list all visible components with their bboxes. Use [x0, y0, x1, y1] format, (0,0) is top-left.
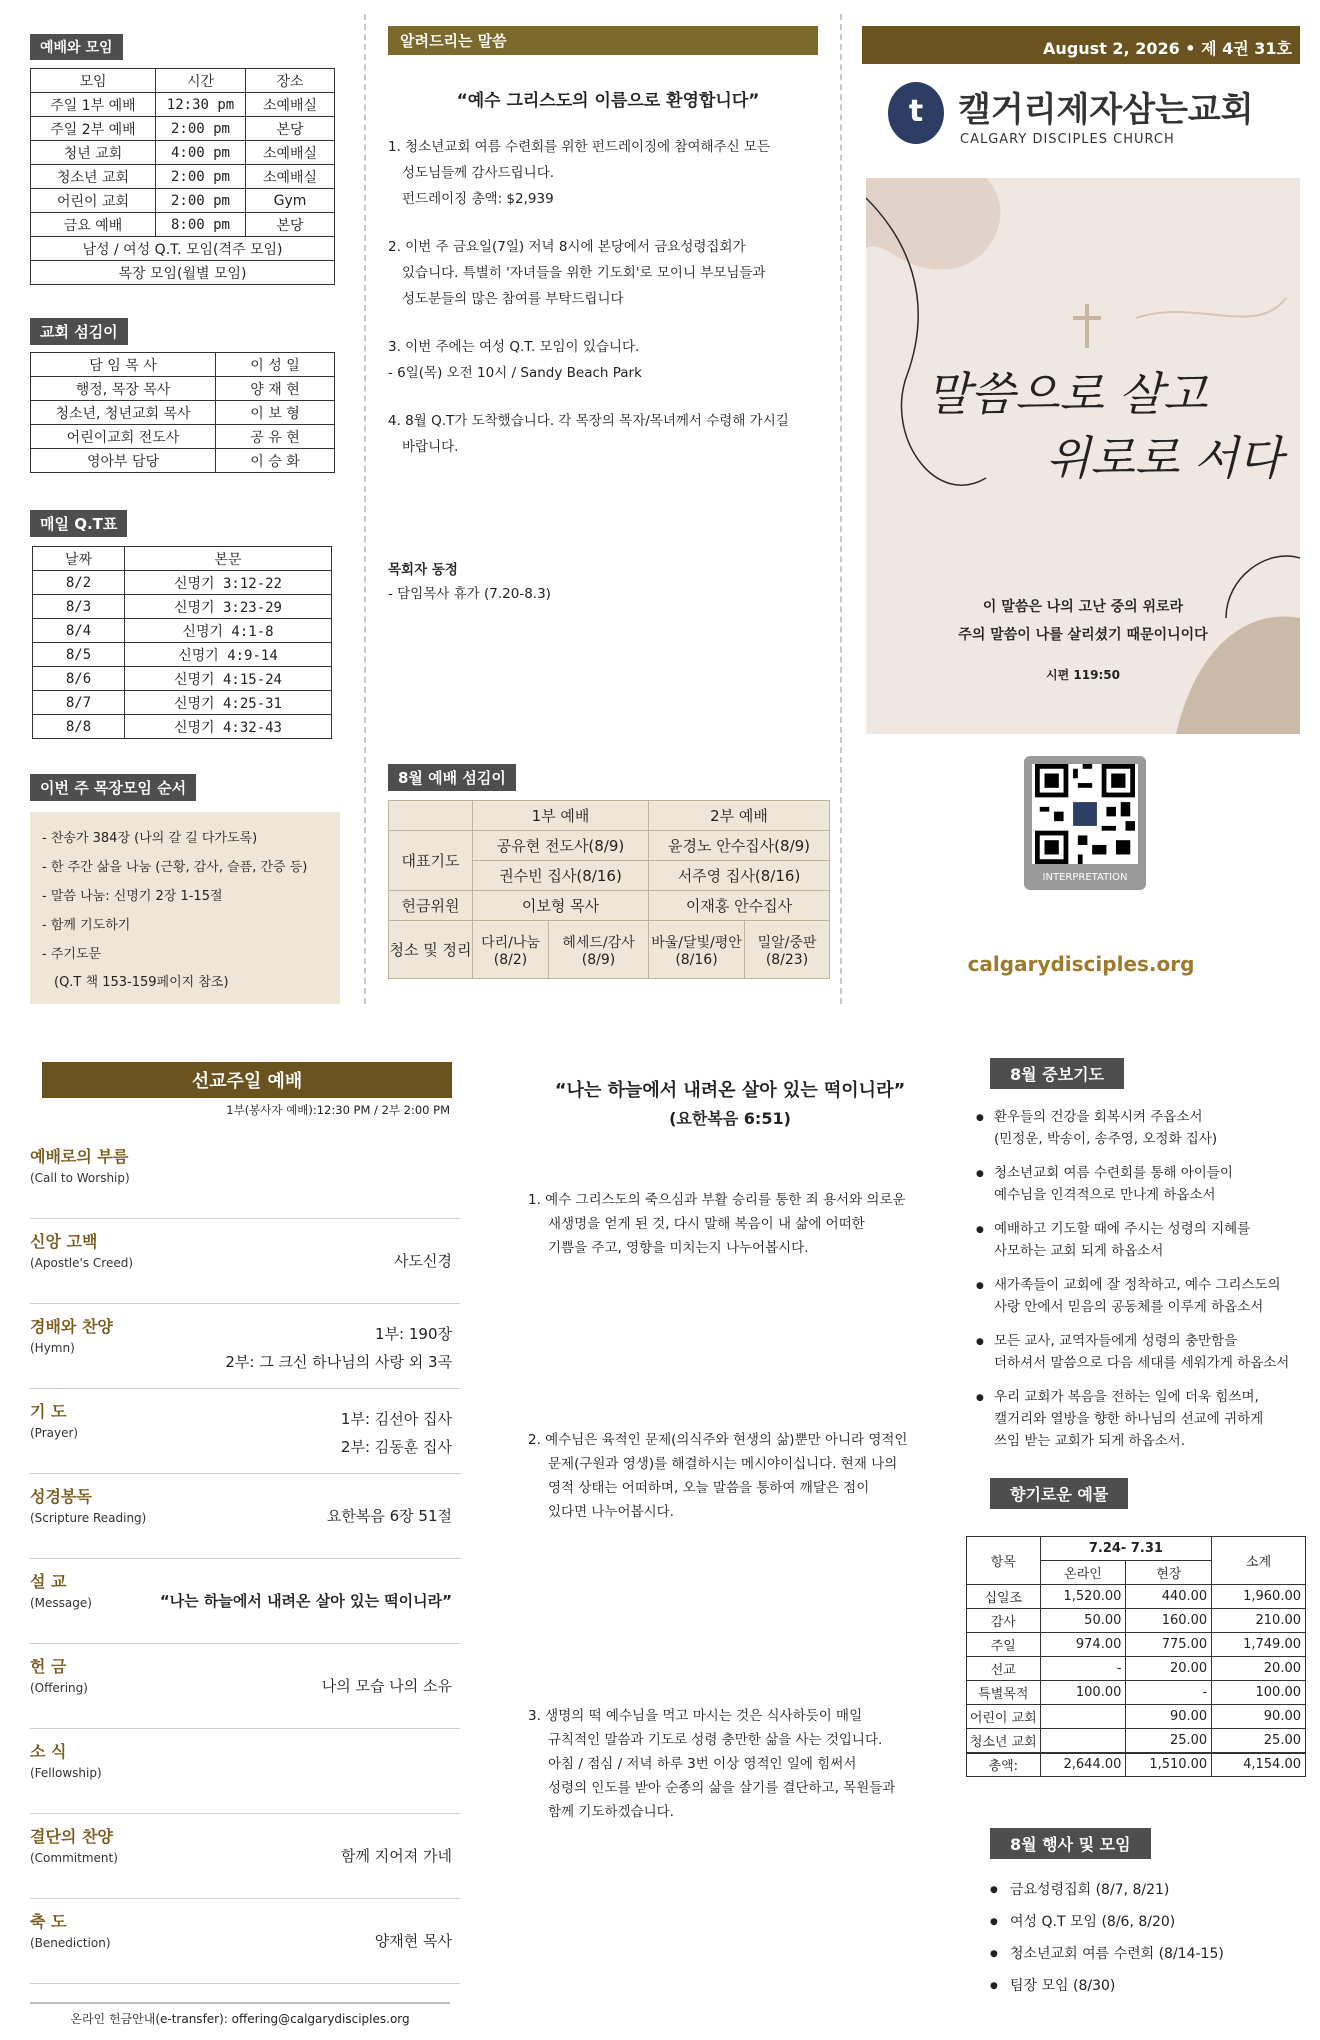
serving-table: [388, 800, 830, 979]
prayer-line: ● 예배하고 기도할 때에 주시는 성령의 지혜를: [994, 1221, 1251, 1237]
order-title-ko: 신앙 고백: [30, 1232, 98, 1251]
order-title-en: (Prayer): [30, 1426, 79, 1440]
notices-heading: 알려드리는 말씀: [388, 26, 818, 55]
prayer-line: ● 새가족들이 교회에 잘 정착하고, 예수 그리스도의: [994, 1277, 1281, 1293]
offering-cell: 십일조: [967, 1585, 1041, 1609]
offering-cell: 어린이 교회: [967, 1705, 1041, 1729]
offering-total-row: 총액: 2,644.00 1,510.00 4,154.00: [967, 1753, 1306, 1777]
serving-rep1b: 권수빈 집사(8/16): [473, 861, 649, 891]
offering-cell: 25.00: [1212, 1729, 1306, 1753]
order-row: [30, 1899, 460, 1984]
prayer-heading: 8월 중보기도: [990, 1058, 1124, 1089]
staff-row: [31, 353, 335, 377]
worship-cell: 청년 교회: [31, 141, 156, 165]
order-value: [327, 1502, 452, 1530]
order-times: 1부(봉사자 예배):12:30 PM / 2부 2:00 PM: [226, 1103, 450, 1117]
mokjang-item: - 한 주간 삶을 나눔 (근황, 감사, 슬픔, 간증 등): [42, 860, 308, 875]
col-place: 장소: [246, 69, 335, 93]
qt-row: [33, 595, 332, 619]
order-row: [30, 1559, 460, 1644]
qt-table: [32, 546, 332, 739]
col-date: 날짜: [33, 547, 125, 571]
prayer-line: 더하셔서 말씀으로 다음 세대를 세워가게 하옵소서: [994, 1355, 1290, 1371]
offering-row: [967, 1705, 1306, 1729]
prayer-item: [976, 1274, 1316, 1318]
offering-cell: 1,960.00: [1212, 1585, 1306, 1609]
notice-line: 있습니다. 특별히 '자녀들을 위한 기도회'로 모이니 부모님들과: [402, 265, 766, 281]
offering-row: [967, 1681, 1306, 1705]
worship-cell: 본당: [246, 213, 335, 237]
serving-corner: [389, 801, 473, 831]
notice-item: [388, 408, 833, 460]
notice-line: 펀드레이징 총액: $2,939: [402, 191, 554, 207]
sermon-question-line: 기쁨을 주고, 영향을 미치는지 나누어봅시다.: [548, 1240, 809, 1256]
sermon-question-line: 성령의 인도를 받아 순종의 삶을 살기를 결단하고, 목원들과: [548, 1780, 896, 1796]
qt-row: [33, 715, 332, 739]
offering-cell: 90.00: [1212, 1705, 1306, 1729]
worship-row: [31, 141, 335, 165]
offering-cell: 100.00: [1040, 1681, 1126, 1705]
order-title-ko: 예배로의 부름: [30, 1147, 129, 1166]
notice-line: 성도님들께 감사드립니다.: [402, 165, 555, 181]
sermon-question-line: 영적 상태는 어떠하며, 오늘 말씀을 통하여 깨달은 점이: [548, 1480, 870, 1496]
serving-offer2: 이재홍 안수집사: [649, 891, 830, 921]
sermon-question-line: 규칙적인 말씀과 기도로 성령 충만한 삶을 사는 것입니다.: [548, 1732, 883, 1748]
sermon-question-line: 문제(구원과 영생)를 해결하시는 메시야이십니다. 현재 나의: [548, 1456, 898, 1472]
staff-name: 이 보 형: [216, 401, 335, 425]
order-title-ko: 설 교: [30, 1572, 67, 1591]
mokjang-heading: 이번 주 목장모임 순서: [30, 774, 196, 801]
serving-rep2a: 윤경노 안수집사(8/9): [649, 831, 830, 861]
serving-col-1: 1부 예배: [473, 801, 649, 831]
order-title-en: (Apostle's Creed): [30, 1256, 134, 1270]
sermon-question-line: 새생명을 얻게 된 것, 다시 말해 복음이 내 삶에 어떠한: [548, 1216, 865, 1232]
order-title-en: (Offering): [30, 1681, 88, 1695]
offering-row: [967, 1633, 1306, 1657]
order-value: [160, 1587, 452, 1615]
order-title-en: (Fellowship): [30, 1766, 102, 1780]
serving-clean-label: 청소 및 정리: [389, 921, 473, 979]
worship-cell: 8:00 pm: [156, 213, 246, 237]
offering-cell: -: [1040, 1657, 1126, 1681]
qt-passage: 신명기 3:12-22: [125, 571, 332, 595]
notice-item: [388, 334, 833, 386]
worship-span-row: [31, 261, 335, 285]
serving-clean-2: 헤세드/감사 (8/9): [549, 921, 649, 979]
staff-table: [30, 352, 335, 473]
prayer-item: [976, 1162, 1316, 1206]
qt-passage: 신명기 4:9-14: [125, 643, 332, 667]
cover-title-2: 위로로 서다: [1046, 431, 1283, 485]
staff-name: 양 재 현: [216, 377, 335, 401]
pastor-text: - 담임목사 휴가 (7.20-8.3): [388, 586, 551, 602]
prayer-item: [976, 1218, 1316, 1262]
serving-offer1: 이보형 목사: [473, 891, 649, 921]
qt-row: [33, 643, 332, 667]
offering-table: [966, 1536, 1306, 1777]
offering-cell: 선교: [967, 1657, 1041, 1681]
offering-col-onsite: 현장: [1126, 1561, 1212, 1585]
staff-row: [31, 377, 335, 401]
order-value: [394, 1247, 452, 1275]
qt-date: 8/5: [33, 643, 125, 667]
offering-heading: 향기로운 예물: [990, 1478, 1128, 1509]
cover-verse-1: 이 말씀은 나의 고난 중의 위로라: [982, 599, 1184, 615]
notice-line: 3. 이번 주에는 여성 Q.T. 모임이 있습니다.: [388, 339, 640, 355]
offering-cell: 210.00: [1212, 1609, 1306, 1633]
sermon-question-line: 1. 예수 그리스도의 죽으심과 부활 승리를 통한 죄 용서와 의로운: [528, 1192, 906, 1208]
notice-line: 2. 이번 주 금요일(7일) 저녁 8시에 본당에서 금요성령집회가: [388, 239, 746, 255]
order-title-en: (Call to Worship): [30, 1171, 130, 1185]
order-row: [30, 1219, 460, 1304]
order-title-ko: 헌 금: [30, 1657, 67, 1676]
worship-span-cell: 목장 모임(월별 모임): [31, 261, 335, 285]
qt-heading: 매일 Q.T표: [30, 510, 127, 537]
prayer-line: ● 환우들의 건강을 회복시켜 주옵소서: [994, 1109, 1203, 1125]
offering-cell: -: [1126, 1681, 1212, 1705]
offering-col-total: 소계: [1212, 1537, 1306, 1585]
prayer-line: 캘거리와 열방을 향한 하나님의 선교에 귀하게: [994, 1411, 1264, 1427]
church-name-ko: 캘거리제자삼는교회: [958, 90, 1254, 130]
worship-row: [31, 93, 335, 117]
sermon-question-line: 함께 기도하겠습니다.: [548, 1804, 674, 1820]
notice-line: 성도분들의 많은 참여를 부탁드립니다: [402, 291, 624, 307]
worship-cell: Gym: [246, 189, 335, 213]
serving-col-2: 2부 예배: [649, 801, 830, 831]
offering-col-item: 항목: [967, 1537, 1041, 1585]
order-footer: 온라인 헌금안내(e-transfer): offering@calgarydisciples.org: [30, 2002, 450, 2027]
welcome-text: “예수 그리스도의 이름으로 환영합니다”: [456, 91, 760, 111]
sermon-q1: [528, 1188, 958, 1260]
column-divider-2: [840, 14, 842, 1004]
offering-cell: 20.00: [1126, 1657, 1212, 1681]
notice-line: 바랍니다.: [402, 439, 459, 455]
serving-rep1a: 공유현 전도사(8/9): [473, 831, 649, 861]
offering-cell: 25.00: [1126, 1729, 1212, 1753]
cover-verse-2: 주의 말씀이 나를 살리셨기 때문이니이다: [958, 627, 1208, 643]
qt-passage: 신명기 4:25-31: [125, 691, 332, 715]
order-title-ko: 경배와 찬양: [30, 1317, 113, 1336]
worship-heading: 예배와 모임: [30, 34, 123, 60]
offering-cell: 20.00: [1212, 1657, 1306, 1681]
qt-date: 8/7: [33, 691, 125, 715]
order-value-1: 요한복음 6장 51절: [326, 1507, 452, 1525]
mokjang-item: - 함께 기도하기: [42, 918, 131, 933]
mokjang-note: (Q.T 책 153-159페이지 참조): [54, 975, 229, 990]
sermon-question-line: 있다면 나누어봅시다.: [548, 1504, 674, 1520]
worship-row: [31, 213, 335, 237]
col-time: 시간: [156, 69, 246, 93]
date-banner: [862, 26, 1300, 64]
qr-code[interactable]: [1024, 756, 1146, 890]
order-value-1: 나의 모습 나의 소유: [321, 1677, 452, 1695]
offering-cell: 특별목적: [967, 1681, 1041, 1705]
offering-cell: 100.00: [1212, 1681, 1306, 1705]
staff-name: 이 승 화: [216, 449, 335, 473]
qt-date: 8/4: [33, 619, 125, 643]
order-value: [375, 1927, 452, 1955]
offering-cell: 440.00: [1126, 1585, 1212, 1609]
offering-cell: [1040, 1729, 1126, 1753]
notice-line: - 6일(목) 오전 10시 / Sandy Beach Park: [388, 365, 642, 381]
worship-table-header: [31, 69, 335, 93]
order-value-2: 2부: 그 크신 하나님의 사랑 외 3곡: [225, 1353, 452, 1371]
worship-cell: 주일 1부 예배: [31, 93, 156, 117]
sermon-question-line: 2. 예수님은 육적인 문제(의식주와 현생의 삶)뿐만 아니라 영적인: [528, 1432, 908, 1448]
order-row: [30, 1134, 460, 1219]
serving-clean-4: 밀알/중판 (8/23): [745, 921, 830, 979]
col-passage: 본문: [125, 547, 332, 571]
qt-date: 8/8: [33, 715, 125, 739]
notice-item: [388, 134, 833, 212]
notice-line: 1. 청소년교회 여름 수련회를 위한 펀드레이징에 참여해주신 모든: [388, 139, 770, 155]
qt-date: 8/6: [33, 667, 125, 691]
order-value-1: 양재현 목사: [374, 1932, 452, 1950]
offering-row: [967, 1609, 1306, 1633]
order-value-1: 사도신경: [394, 1252, 452, 1270]
sermon-title: “나는 하늘에서 내려온 살아 있는 떡이니라”: [554, 1080, 906, 1101]
sermon-q2: [528, 1428, 958, 1524]
events-heading: 8월 행사 및 모임: [990, 1828, 1151, 1859]
event-item: ● 팀장 모임 (8/30): [990, 1970, 1310, 2002]
sermon-q3: [528, 1704, 958, 1824]
worship-table: [30, 68, 335, 285]
order-value: [225, 1320, 452, 1376]
offering-cell: 775.00: [1126, 1633, 1212, 1657]
offering-cell: 1,520.00: [1040, 1585, 1126, 1609]
worship-cell: 주일 2부 예배: [31, 117, 156, 141]
worship-cell: 어린이 교회: [31, 189, 156, 213]
prayer-item: [976, 1106, 1316, 1150]
prayer-line: 사모하는 교회 되게 하옵소서: [994, 1243, 1164, 1259]
staff-role: 청소년, 청년교회 목사: [31, 401, 216, 425]
offering-cell: [1040, 1705, 1126, 1729]
worship-cell: 소예배실: [246, 93, 335, 117]
offering-cell: 청소년 교회: [967, 1729, 1041, 1753]
worship-cell: 금요 예배: [31, 213, 156, 237]
worship-cell: 청소년 교회: [31, 165, 156, 189]
worship-cell: 4:00 pm: [156, 141, 246, 165]
order-title-ko: 기 도: [30, 1402, 67, 1421]
worship-cell: 2:00 pm: [156, 165, 246, 189]
serving-clean-3: 바울/달빛/평안 (8/16): [649, 921, 745, 979]
notice-line: 4. 8월 Q.T가 도착했습니다. 각 목장의 목자/목녀께서 수령해 가시길: [388, 413, 789, 429]
order-title-en: (Commitment): [30, 1851, 118, 1865]
staff-heading: 교회 섬김이: [30, 318, 128, 345]
qt-passage: 신명기 4:15-24: [125, 667, 332, 691]
qt-passage: 신명기 4:1-8: [125, 619, 332, 643]
worship-row: [31, 117, 335, 141]
col-meeting: 모임: [31, 69, 156, 93]
column-divider-1: [364, 14, 366, 1004]
church-logo: [888, 82, 944, 144]
offering-cell: 주일: [967, 1633, 1041, 1657]
order-value: [341, 1842, 452, 1870]
mokjang-item: - 주기도문: [42, 947, 102, 962]
qt-date: 8/3: [33, 595, 125, 619]
pastor-title: 목회자 동정: [388, 562, 458, 578]
mokjang-item: - 말씀 나눔: 신명기 2장 1-15절: [42, 889, 223, 904]
worship-cell: 2:00 pm: [156, 189, 246, 213]
qt-row: [33, 667, 332, 691]
offering-cell: 감사: [967, 1609, 1041, 1633]
order-value-2: 2부: 김동훈 집사: [340, 1438, 452, 1456]
qt-passage: 신명기 3:23-29: [125, 595, 332, 619]
staff-role: 행정, 목장 목사: [31, 377, 216, 401]
staff-name: 공 유 현: [216, 425, 335, 449]
order-title-en: (Hymn): [30, 1341, 75, 1355]
prayer-line: 사랑 안에서 믿음의 공동체를 이루게 하옵소서: [994, 1299, 1264, 1315]
staff-row: [31, 401, 335, 425]
order-value-1: 함께 지어져 가네: [341, 1847, 452, 1865]
worship-row: [31, 189, 335, 213]
qr-pattern-icon: [1032, 764, 1138, 864]
serving-rep2b: 서주영 집사(8/16): [649, 861, 830, 891]
prayer-item: [976, 1330, 1316, 1374]
qt-date: 8/2: [33, 571, 125, 595]
order-title-en: (Scripture Reading): [30, 1511, 147, 1525]
prayer-line: ● 청소년교회 여름 수련회를 통해 아이들이: [994, 1165, 1233, 1181]
notice-item: [388, 234, 833, 312]
cover-verse-ref: 시편 119:50: [1046, 668, 1120, 682]
sermon-question-line: 아침 / 점심 / 저녁 하루 3번 이상 영적인 일에 힘써서: [548, 1756, 857, 1772]
staff-row: [31, 449, 335, 473]
offering-cell: 50.00: [1040, 1609, 1126, 1633]
order-value: [341, 1405, 452, 1461]
worship-row: [31, 165, 335, 189]
order-heading: 선교주일 예배: [42, 1062, 452, 1098]
order-title-en: (Benediction): [30, 1936, 111, 1950]
qr-caption: INTERPRETATION: [1042, 872, 1128, 883]
prayer-line: ● 우리 교회가 복음을 전하는 일에 더욱 힘쓰며,: [994, 1389, 1259, 1405]
prayer-line: 쓰임 받는 교회가 되게 하옵소서.: [994, 1433, 1185, 1449]
sermon-ref: (요한복음 6:51): [669, 1109, 791, 1128]
order-row: [30, 1644, 460, 1729]
order-value-1: “나는 하늘에서 내려온 살아 있는 떡이니라”: [159, 1592, 452, 1610]
mokjang-box: [30, 812, 340, 1004]
event-item: ● 청소년교회 여름 수련회 (8/14-15): [990, 1938, 1310, 1970]
staff-role: 어린이교회 전도사: [31, 425, 216, 449]
worship-cell: 본당: [246, 117, 335, 141]
order-row: [30, 1389, 460, 1474]
order-value-1: 1부: 김선아 집사: [340, 1410, 452, 1428]
staff-name: 이 성 일: [216, 353, 335, 377]
offering-cell: 90.00: [1126, 1705, 1212, 1729]
worship-cell: 2:00 pm: [156, 117, 246, 141]
events-list: [990, 1874, 1310, 2002]
offering-cell: 974.00: [1040, 1633, 1126, 1657]
offering-row: [967, 1585, 1306, 1609]
cover-panel: [866, 178, 1300, 734]
event-item: ● 여성 Q.T 모임 (8/6, 8/20): [990, 1906, 1310, 1938]
date-issue: August 2, 2026 • 제 4권 31호: [1043, 39, 1292, 58]
sermon-question-line: 3. 생명의 떡 예수님을 먹고 마시는 것은 식사하듯이 매일: [528, 1708, 863, 1724]
prayer-item: [976, 1386, 1316, 1452]
qt-row: [33, 619, 332, 643]
serving-clean-1: 다리/나눔 (8/2): [473, 921, 549, 979]
offering-row: [967, 1729, 1306, 1753]
order-title-ko: 축 도: [30, 1912, 67, 1931]
order-title-en: (Message): [30, 1596, 92, 1610]
serving-offer-label: 헌금위원: [389, 891, 473, 921]
offering-period: 7.24- 7.31: [1040, 1537, 1212, 1561]
worship-cell: 12:30 pm: [156, 93, 246, 117]
prayer-line: (민정운, 박송이, 송주영, 오정화 집사): [994, 1131, 1218, 1147]
worship-span-cell: 남성 / 여성 Q.T. 모임(격주 모임): [31, 237, 335, 261]
staff-role: 담 임 목 사: [31, 353, 216, 377]
order-row: [30, 1814, 460, 1899]
offering-cell: 1,749.00: [1212, 1633, 1306, 1657]
serving-rep-label: 대표기도: [389, 831, 473, 891]
prayer-line: 예수님을 인격적으로 만나게 하옵소서: [994, 1187, 1216, 1203]
worship-cell: 소예배실: [246, 141, 335, 165]
offering-row: [967, 1657, 1306, 1681]
offering-col-online: 온라인: [1040, 1561, 1126, 1585]
logo-letter: t: [908, 94, 924, 129]
serving-heading: 8월 예배 섬김이: [388, 764, 516, 791]
prayer-line: ● 모든 교사, 교역자들에게 성령의 충만함을: [994, 1333, 1238, 1349]
cover-title-1: 말씀으로 살고: [926, 367, 1208, 421]
order-value-1: 1부: 190장: [375, 1325, 452, 1343]
event-item: ● 금요성령집회 (8/7, 8/21): [990, 1874, 1310, 1906]
qt-passage: 신명기 4:32-43: [125, 715, 332, 739]
staff-role: 영아부 담당: [31, 449, 216, 473]
staff-row: [31, 425, 335, 449]
worship-span-row: [31, 237, 335, 261]
order-title-ko: 성경봉독: [30, 1487, 92, 1506]
website-link[interactable]: calgarydisciples.org: [967, 952, 1195, 976]
notice-list: [388, 134, 833, 482]
church-name-en: CALGARY DISCIPLES CHURCH: [960, 132, 1175, 147]
order-title-ko: 소 식: [30, 1742, 67, 1761]
qt-row: [33, 691, 332, 715]
order-title-ko: 결단의 찬양: [30, 1827, 113, 1846]
order-row: [30, 1474, 460, 1559]
mokjang-item: - 찬송가 384장 (나의 갈 길 다가도록): [42, 831, 258, 846]
order-row: [30, 1304, 460, 1389]
qt-row: [33, 571, 332, 595]
order-row: [30, 1729, 460, 1814]
offering-cell: 160.00: [1126, 1609, 1212, 1633]
order-value: [322, 1672, 452, 1700]
worship-cell: 소예배실: [246, 165, 335, 189]
prayer-list: [976, 1106, 1316, 1464]
